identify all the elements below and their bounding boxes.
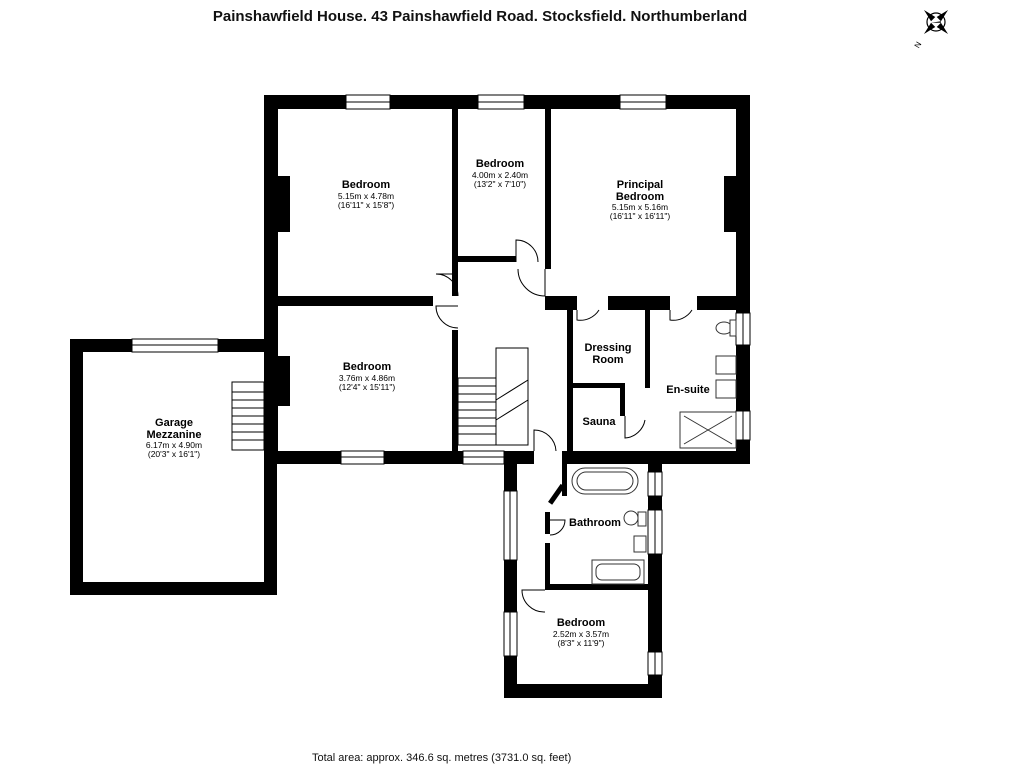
room-dressing-room (584, 342, 631, 366)
room-bedroom-s (553, 617, 609, 648)
room-principal-bedroom (610, 179, 671, 221)
compass-icon (913, 8, 950, 50)
room-name: Bedroom (475, 158, 525, 170)
room-name: Bedroom (556, 617, 606, 629)
room-dimensions-imperial: (16'11" x 16'11") (609, 211, 671, 221)
room-dimensions-metric: 5.15m x 4.78m (337, 191, 395, 201)
room-name-line2: Mezzanine (146, 429, 202, 441)
room-dimensions-metric: 5.15m x 5.16m (611, 202, 669, 212)
room-bedroom-w (339, 361, 396, 392)
main-staircase (458, 348, 528, 445)
room-name-line1: Principal (616, 179, 664, 191)
room-name: Bedroom (341, 179, 391, 191)
room-dimensions-metric: 2.52m x 3.57m (552, 629, 610, 639)
room-name: Sauna (582, 416, 616, 428)
room-name: Bathroom (569, 517, 621, 529)
garage-walls (70, 339, 277, 595)
room-name-line2: Room (592, 354, 624, 366)
room-sauna (582, 416, 616, 428)
room-bathroom (569, 517, 621, 529)
room-name-line1: Garage (155, 417, 193, 429)
room-ensuite (666, 384, 709, 396)
garage-stairs (232, 382, 264, 450)
room-dimensions-metric: 6.17m x 4.90m (145, 440, 203, 450)
room-name: Bedroom (342, 361, 392, 373)
room-dimensions-imperial: (8'3" x 11'9") (557, 638, 605, 648)
room-dimensions-metric: 4.00m x 2.40m (471, 170, 529, 180)
room-dimensions-imperial: (20'3" x 16'1") (147, 449, 201, 459)
compass-north-label: N (912, 40, 924, 50)
room-garage-mezzanine (146, 417, 202, 459)
room-dimensions-metric: 3.76m x 4.86m (338, 373, 396, 383)
room-name: En-suite (666, 384, 710, 396)
room-name-line1: Dressing (584, 342, 632, 354)
room-dimensions-imperial: (12'4" x 15'11") (338, 382, 396, 392)
room-dimensions-imperial: (13'2" x 7'10") (473, 179, 527, 189)
total-area-footer: Total area: approx. 346.6 sq. metres (3731.0 sq. feet) (312, 752, 572, 764)
garage-window (132, 339, 218, 352)
room-name-line2: Bedroom (615, 191, 665, 203)
room-bedroom-nw (338, 179, 395, 210)
room-bedroom-n (472, 158, 528, 189)
plan-title: Painshawfield House. 43 Painshawfield Road. Stocksfield. Northumberland (212, 8, 748, 25)
room-dimensions-imperial: (16'11" x 15'8") (337, 200, 395, 210)
